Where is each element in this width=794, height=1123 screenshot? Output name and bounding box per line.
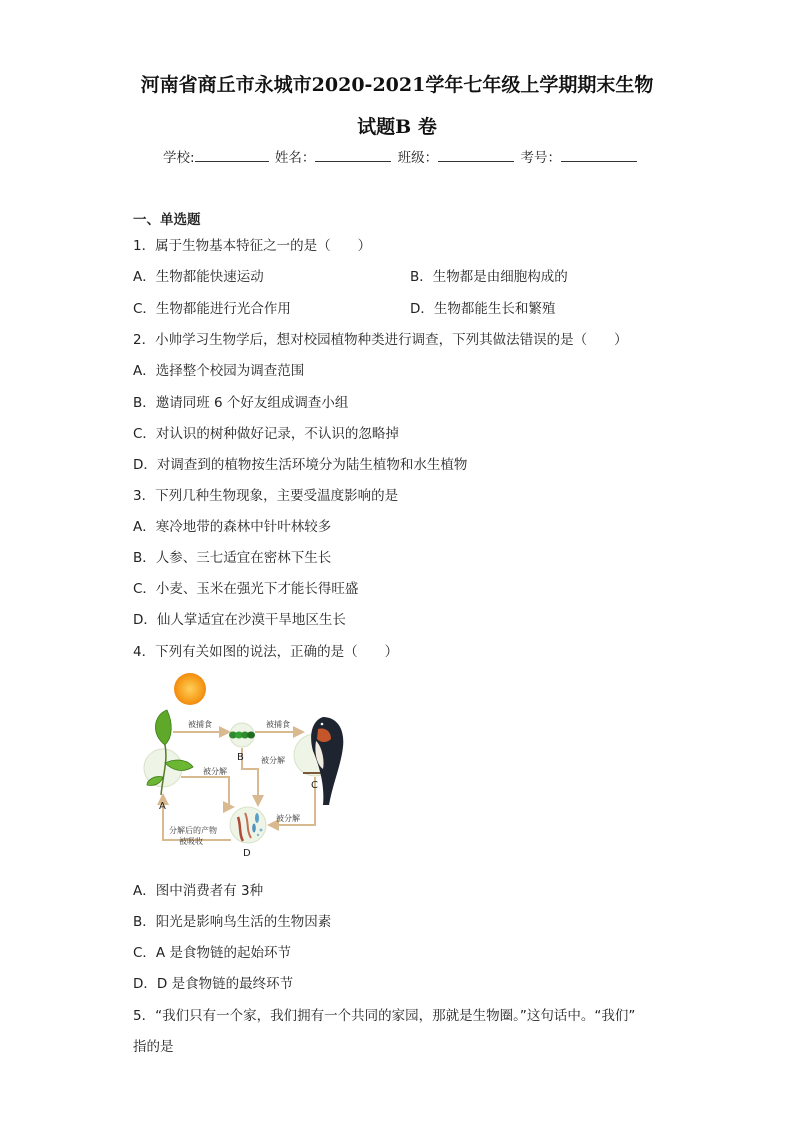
- number-label: 考号：: [520, 150, 561, 166]
- q3-option-d: D．仙人掌适宜在沙漠干旱地区生长: [133, 612, 346, 628]
- food-chain-figure: [133, 665, 363, 865]
- student-info-row: [163, 146, 639, 166]
- label-a: A: [159, 801, 166, 812]
- q2-option-b: B．邀请同班 6 个好友组成调查小组: [133, 395, 349, 411]
- q1-option-a: A．生物都能快速运动: [133, 269, 264, 285]
- label-b: B: [237, 752, 244, 763]
- name-label: 姓名：: [274, 150, 316, 166]
- name-blank: [315, 147, 391, 162]
- q4-stem: 4．下列有关如图的说法，正确的是（ ）: [133, 644, 399, 660]
- q2-option-d: D．对调查到的植物按生活环境分为陆生植物和水生植物: [133, 457, 468, 473]
- number-blank: [561, 147, 637, 162]
- arrow-a-to-d: [181, 777, 233, 807]
- school-blank: [195, 147, 269, 162]
- q4-option-b: B．阳光是影响鸟生活的生物因素: [133, 914, 332, 930]
- arrow-label-decomposed-3: 被分解: [276, 814, 300, 823]
- class-blank: [438, 147, 514, 162]
- q1-option-d: D．生物都能生长和繁殖: [410, 301, 556, 317]
- arrow-label-eaten-1: 被捕食: [188, 720, 212, 729]
- q3-option-b: B．人参、三七适宜在密林下生长: [133, 550, 332, 566]
- section-heading: 一、单选题: [133, 212, 201, 228]
- arrow-label-eaten-2: 被捕食: [266, 720, 290, 729]
- q4-option-d: D．D 是食物链的最终环节: [133, 976, 294, 992]
- q2-stem: 2．小帅学习生物学后，想对校园植物种类进行调查，下列其做法错误的是（ ）: [133, 332, 628, 348]
- page-title-line2: 试题B 卷: [357, 116, 437, 138]
- q2-option-a: A．选择整个校园为调查范围: [133, 363, 305, 379]
- q4-option-c: C．A 是食物链的起始环节: [133, 945, 291, 961]
- arrow-label-decomposed-1: 被分解: [261, 756, 285, 765]
- q1-option-b: B．生物都是由细胞构成的: [410, 269, 568, 285]
- page-title-line1: 河南省商丘市永城市2020-2021学年七年级上学期期末生物: [140, 74, 654, 96]
- q3-option-c: C．小麦、玉米在强光下才能长得旺盛: [133, 581, 359, 597]
- q5-stem-line2: 指的是: [133, 1039, 174, 1055]
- label-c: C: [311, 780, 318, 791]
- q3-stem: 3．下列几种生物现象，主要受温度影响的是: [133, 488, 399, 504]
- arrow-label-decomposed-2: 被分解: [203, 767, 227, 776]
- q3-option-a: A．寒冷地带的森林中针叶林较多: [133, 519, 332, 535]
- arrow-label-absorbed-1: 分解后的产物: [169, 826, 217, 835]
- arrow-label-absorbed-2: 被吸收: [179, 837, 203, 846]
- q5-stem-line1: 5．“我们只有一个家，我们拥有一个共同的家园，那就是生物圈。”这句话中。“我们”: [133, 1008, 636, 1024]
- sun-icon: [174, 673, 206, 705]
- q2-option-c: C．对认识的树种做好记录，不认识的忽略掉: [133, 426, 399, 442]
- class-label: 班级：: [397, 150, 439, 166]
- q1-stem: 1．属于生物基本特征之一的是（ ）: [133, 238, 372, 254]
- arrow-b-to-d: [242, 748, 258, 805]
- q4-option-a: A．图中消费者有 3种: [133, 883, 264, 899]
- q1-option-c: C．生物都能进行光合作用: [133, 301, 291, 317]
- school-label: 学校:: [163, 150, 195, 166]
- label-d: D: [243, 848, 251, 859]
